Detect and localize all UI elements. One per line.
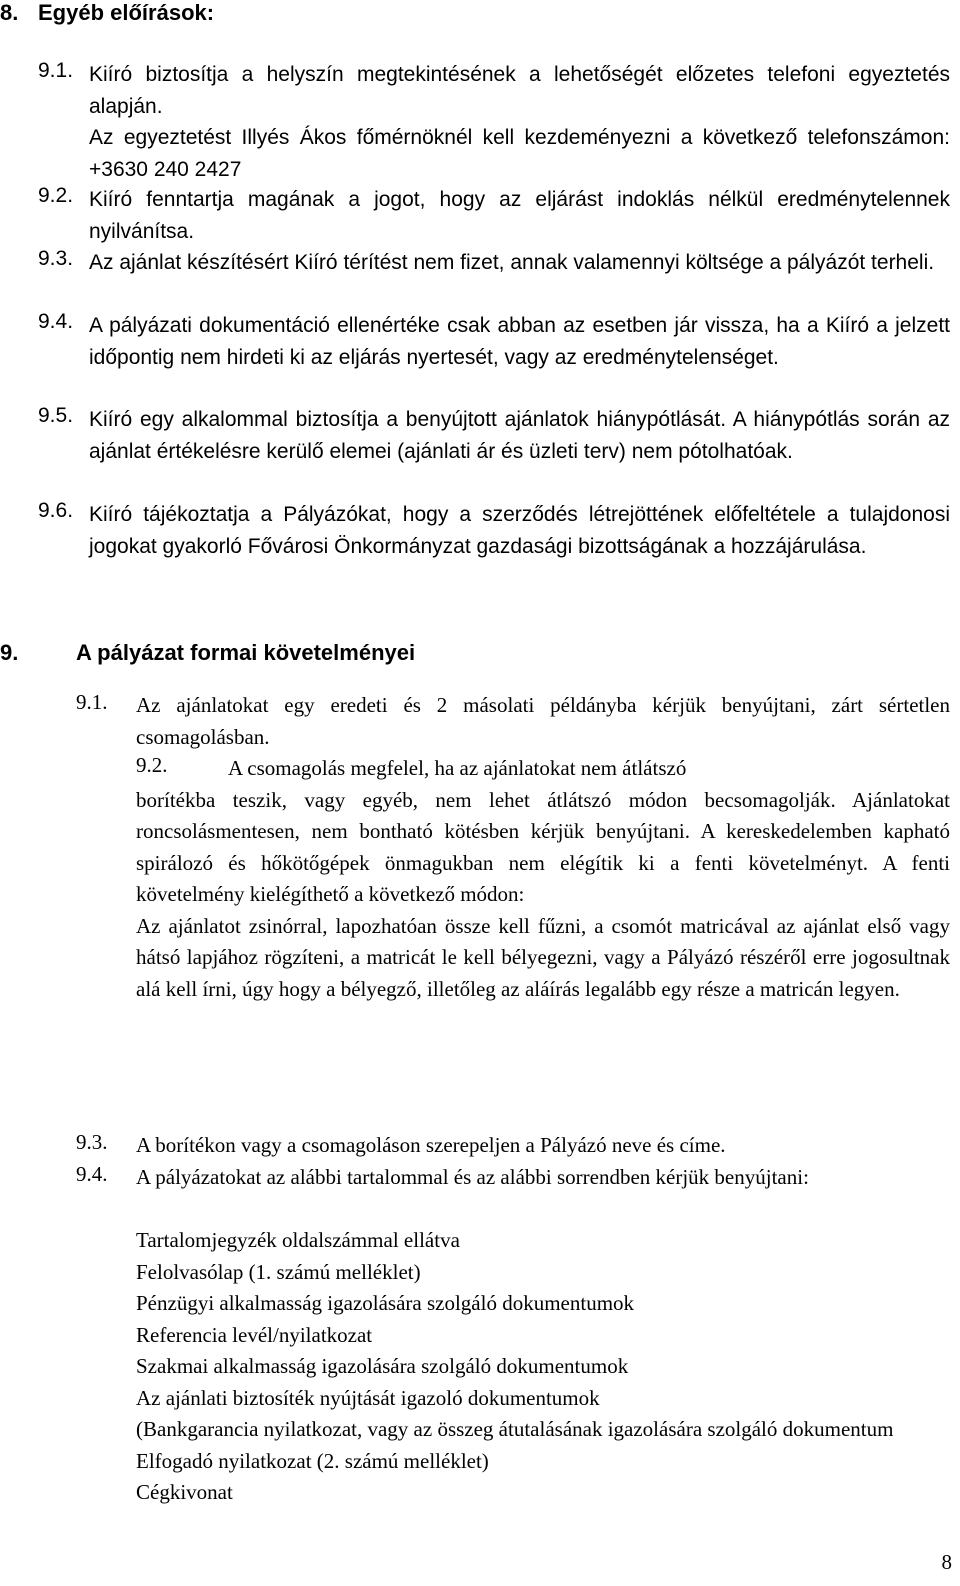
item-number: 9.1. xyxy=(38,59,74,82)
list-item: Elfogadó nyilatkozat (2. számú melléklet) xyxy=(136,1448,489,1473)
item-number: 9.3. xyxy=(38,247,74,270)
section-9-number: 9. xyxy=(0,640,19,665)
item-number: 9.2. xyxy=(38,184,74,207)
item-text: Kiíró egy alkalommal biztosítja a benyújtott ajánlatok hiánypótlását. A hiánypótlás során az ajánlat értékelésre kerülő elemei (ajánlati ár és üzleti terv) nem pótolhatóak. xyxy=(89,408,950,463)
item-text: Az egyeztetést Illyés Ákos főmérnöknél kell kezdeményezni a következő telefonszámon: +3630 240 2427 xyxy=(89,126,950,181)
item-number: 9.5. xyxy=(38,404,74,427)
item-number: 9.3. xyxy=(76,1130,108,1154)
item-number: 9.6. xyxy=(38,499,74,522)
item-text: A pályázatokat az alábbi tartalommal és az alábbi sorrendben kérjük benyújtani: xyxy=(136,1165,809,1189)
page-number: 8 xyxy=(941,1550,952,1574)
item-text: A pályázati dokumentáció ellenértéke csak abban az esetben jár vissza, ha a Kiíró a jelzett időpontig nem hirdeti ki az eljárás nyertesét, vagy az eredménytelenséget. xyxy=(89,314,950,369)
item-number: 9.4. xyxy=(38,310,74,333)
item-text: Az ajánlatokat egy eredeti és 2 másolati példányba kérjük benyújtani, zárt sértetlen csomagolásban. xyxy=(136,693,950,749)
list-item: (Bankgarancia nyilatkozat, vagy az összeg átutalásának igazolására szolgáló dokumentum xyxy=(136,1417,894,1441)
section-8-heading xyxy=(0,0,400,32)
item-number: 9.1. xyxy=(76,690,108,714)
item-text: borítékba teszik, vagy egyéb, nem lehet átlátszó módon becsomagolják. Ajánlatokat roncsolásmentesen, nem bontható kötésben kérjük benyújtani. A kereskedelemben kapható spirálozó és hőkötőgépek önmagukban nem elégítik ki a fenti követelményt. A fenti követelmény kielégíthető a következő módon: xyxy=(136,787,950,906)
item-text: Kiíró biztosítja a helyszín megtekintésének a lehetőségét előzetes telefoni egyeztetés alapján. xyxy=(89,63,950,118)
list-item: Cégkivonat xyxy=(136,1480,233,1504)
item-text: Kiíró fenntartja magának a jogot, hogy az eljárást indoklás nélkül eredménytelennek nyilvánítsa. xyxy=(89,188,950,243)
section-9-title: A pályázat formai követelményei xyxy=(76,640,416,665)
item-lead-text: A csomagolás megfelel, ha az ajánlatokat nem átlátszó xyxy=(228,756,687,780)
item-number: 9.4. xyxy=(76,1162,108,1186)
item-text: Az ajánlatot zsinórral, lapozhatóan össze kell fűzni, a csomót matricával az ajánlat első vagy hátsó lapjához rögzíteni, a matricát le kell bélyegezni, vagy a Pályázó részéről erre jogosultnak alá kell írni, úgy hogy a bélyegző, illetőleg az aláírás legalább egy része a matricán legyen. xyxy=(136,913,950,1001)
list-item: Tartalomjegyzék oldalszámmal ellátva xyxy=(136,1228,460,1252)
list-item: Pénzügyi alkalmasság igazolására szolgáló dokumentumok xyxy=(136,1291,635,1315)
item-text: A borítékon vagy a csomagoláson szerepeljen a Pályázó neve és címe. xyxy=(136,1133,726,1157)
item-text: Az ajánlat készítésért Kiíró térítést nem fizet, annak valamennyi költsége a pályázót terheli. xyxy=(89,251,935,274)
item-number: 9.2. xyxy=(136,753,168,777)
list-item: Referencia levél/nyilatkozat xyxy=(136,1322,373,1347)
list-item: Szakmai alkalmasság igazolására szolgáló dokumentumok xyxy=(136,1354,629,1378)
section-9-heading xyxy=(0,640,600,672)
list-item: Az ajánlati biztosíték nyújtását igazoló dokumentumok xyxy=(136,1385,600,1410)
section-8-number: 8. xyxy=(0,0,19,25)
section-8-title: Egyéb előírások: xyxy=(38,0,215,25)
list-item: Felolvasólap (1. számú melléklet) xyxy=(136,1259,421,1284)
item-text: Kiíró tájékoztatja a Pályázókat, hogy a szerződés létrejöttének előfeltétele a tulajdonosi jogokat gyakorló Fővárosi Önkormányzat gazdasági bizottságának a hozzájárulása. xyxy=(89,503,950,558)
